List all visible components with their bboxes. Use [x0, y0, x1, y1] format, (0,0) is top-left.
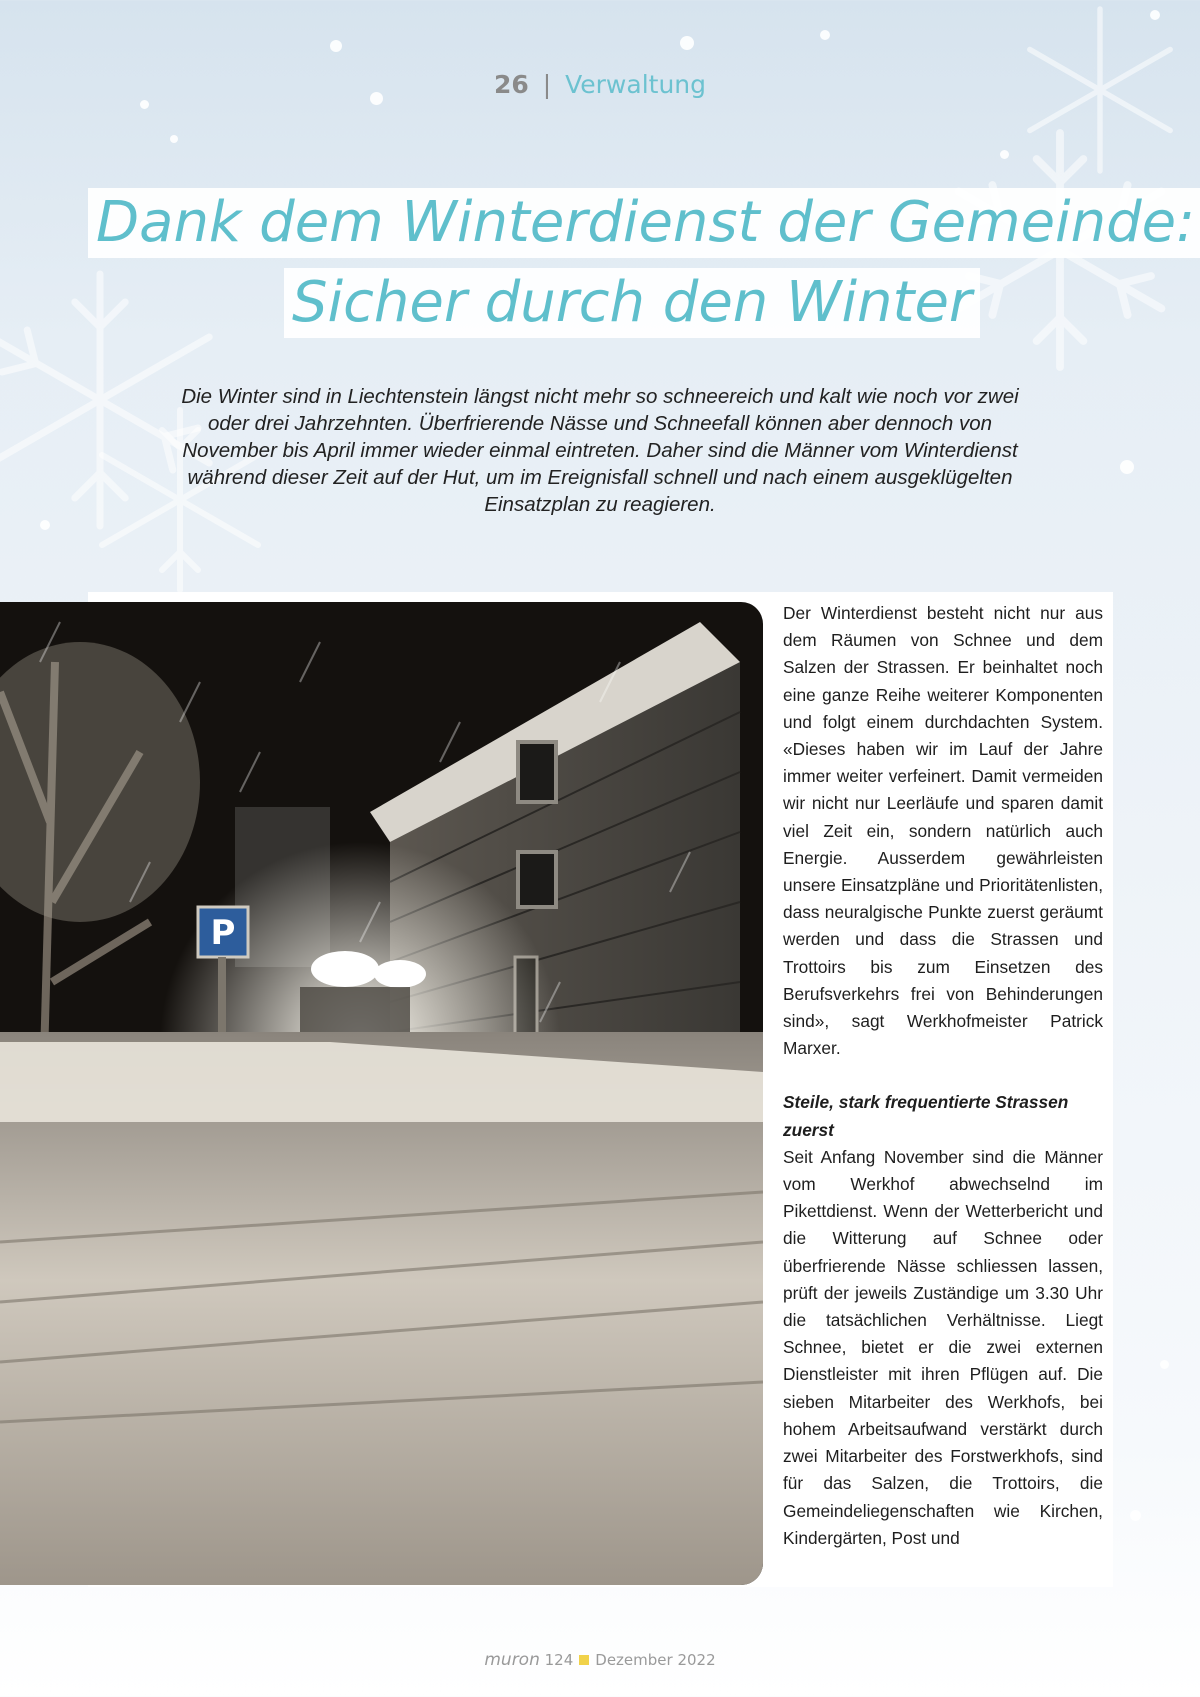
header-separator: |: [542, 70, 552, 99]
article-paragraph: Seit Anfang November sind die Männer vom Werkhof abwechselnd im Pikettdienst. Wenn der Wetterbericht und die Witterung auf Schnee oder überfrierende Nässe schliessen lassen, prüft der jeweils Zuständige um 3.30 Uhr die tatsächlichen Verhältnisse. Liegt Schnee, bietet er die zwei externen Dienstleister mit ihren Pflügen auf. Die sieben Mitarbeiter des Werkhofs, bei hohem Arbeitsaufwand verstärkt durch zwei Mitarbeiter des Forstwerkhofs, sind für das Salzen, die Trottoirs, die Gemeindeliegenschaften wie Kirchen, Kindergärten, Post und: [783, 1146, 1103, 1548]
article-paragraph: Der Winterdienst besteht nicht nur aus dem Räumen von Schnee und dem Salzen der Strassen. Er beinhaltet noch eine ganze Reihe weiterer Komponenten und folgt einem durchdachten System. «Dieses haben wir im Lauf der Jahre immer weiter verfeinert. Damit vermeiden wir nicht nur Leerläufe und sparen damit viel Zeit ein, sondern natürlich auch Energie. Ausserdem gewährleisten unsere Einsatzpläne und Prioritätenlisten, dass neuralgische Punkte zuerst geräumt werden und dass die Strassen und Trottoirs bis zum Einsetzen des Berufsverkehrs frei von Behinderungen sind», sagt Werkhofmeister Patrick Marxer.: [783, 603, 1103, 1059]
article-body: [783, 600, 1103, 1552]
snow-dot: [140, 100, 149, 109]
article-title-line-2: Sicher durch den Winter: [284, 268, 980, 338]
snow-dot: [1160, 1360, 1169, 1369]
parking-sign-letter: P: [210, 913, 236, 953]
snow-dot: [820, 30, 830, 40]
snow-dot: [1130, 1510, 1141, 1521]
snow-dot: [330, 40, 342, 52]
page-header: [0, 70, 1200, 99]
page-footer: [0, 1650, 1200, 1670]
issue-number: 124: [544, 1651, 574, 1669]
article-title-line-1: Dank dem Winterdienst der Gemeinde:: [88, 188, 1200, 258]
snow-dot: [40, 520, 50, 530]
snow-dot: [1000, 150, 1009, 159]
article-photo: [0, 602, 763, 1585]
snow-dot: [170, 135, 178, 143]
issue-date: Dezember 2022: [595, 1651, 716, 1669]
snow-dot: [1120, 460, 1134, 474]
article-subheading: Steile, stark frequentierte Strassen zuerst: [783, 1092, 1069, 1140]
snow-dot: [680, 36, 694, 50]
magazine-name: muron: [484, 1650, 540, 1670]
footer-square-icon: [579, 1655, 589, 1665]
page-number: 26: [493, 70, 529, 99]
snow-dot: [1150, 10, 1160, 20]
article-lead: Die Winter sind in Liechtenstein längst nicht mehr so schneereich und kalt wie noch vor zwei oder drei Jahrzehnten. Überfrierende Nässe und Schneefall können aber dennoch von November bis April immer wieder einmal eintreten. Daher sind die Männer vom Winterdienst während dieser Zeit auf der Hut, um im Ereignisfall schnell und nach einem ausgeklügelten Einsatzplan zu reagieren.: [181, 385, 1019, 516]
section-name: Verwaltung: [565, 70, 707, 99]
